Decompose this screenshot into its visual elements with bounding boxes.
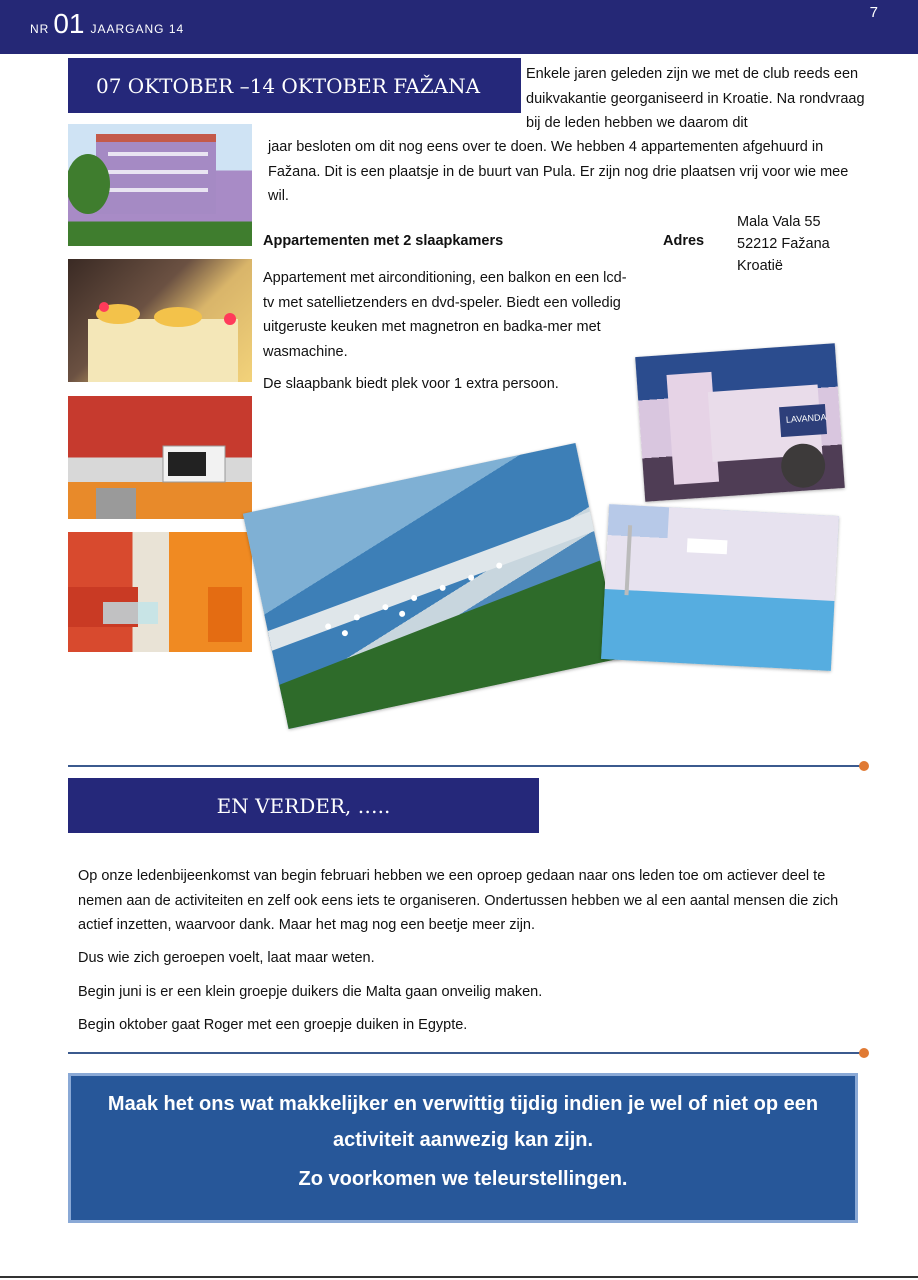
address-line-street: Mala Vala 55 [737, 214, 821, 230]
apartments-heading: Appartementen met 2 slaapkamers [263, 233, 504, 249]
lavanda-hotel-photo [635, 343, 845, 502]
callout-box [68, 1073, 858, 1223]
address-line-city: 52212 Fažana [737, 236, 830, 252]
address-line-country: Kroatië [737, 258, 783, 274]
paragraph-malta: Begin juni is er een klein groepje duikers die Malta gaan onveilig maken. [78, 984, 543, 1000]
intro-text-part2: jaar besloten om dit nog eens over te doen. We hebben 4 appartementen afgehuurd in Fažana. Dit is een plaatsje in de buurt van Pula. Er zijn nog drie plaatsen vrij voor wie mee wil. [268, 139, 849, 204]
issue-number: 01 [53, 8, 85, 39]
callout-line-2: Zo voorkomen we teleurstellingen. [298, 1168, 628, 1190]
harbor-aerial-photo [243, 443, 621, 729]
apartments-description: Appartement met airconditioning, een balkon en een lcd-tv met satellietzenders en dvd-speler. Biedt een volledig uitgeruste keuken met magnetron en badka-mer met wasmachine. [263, 270, 627, 360]
hotel-exterior-photo [68, 124, 252, 246]
pool-photo [601, 504, 839, 671]
issue-label [30, 8, 184, 40]
callout-line-1: Maak het ons wat makkelijker en verwittig tijdig indien je wel of niet op een activiteit aanwezig kan zijn. [107, 1093, 819, 1151]
section-title-fazana: 07 OKTOBER –14 OKTOBER FAŽANA [68, 58, 521, 113]
page-number: 7 [869, 4, 878, 21]
living-room-photo [68, 532, 252, 652]
section-title-en-verder: EN VERDER, ….. [68, 778, 539, 833]
apartments-extra-note: De slaapbank biedt plek voor 1 extra persoon. [263, 376, 559, 392]
divider-dot [859, 1048, 869, 1058]
paragraph-egypte: Begin oktober gaat Roger met een groepje duiken in Egypte. [78, 1017, 468, 1033]
divider-dot [859, 761, 869, 771]
intro-text-part1: Enkele jaren geleden zijn we met de club reeds een duikvakantie georganiseerd in Kroatie. Na rondvraag bij de leden hebben we daarom dit [526, 66, 865, 131]
paragraph-oproep: Op onze ledenbijeenkomst van begin februari hebben we een oproep gedaan naar ons leden toe om actiever deel te nemen aan de activiteiten en zelf ook eens iets te organiseren. Ondertussen hebben we al een aantal mensen die zich actief inzetten, waarvoor dank. Maar het mag nog een beetje meer zijn. [78, 868, 839, 933]
address-label: Adres [663, 233, 705, 249]
kitchen-photo [68, 396, 252, 519]
paragraph-geroepen: Dus wie zich geroepen voelt, laat maar weten. [78, 950, 375, 966]
volume-label: JAARGANG 14 [90, 22, 185, 36]
nr-label: NR [30, 22, 50, 36]
section-divider [68, 1052, 860, 1054]
address-block [737, 211, 830, 277]
page-bottom-border [0, 1276, 918, 1278]
section-divider [68, 765, 860, 767]
lavanda-sign-text: LAVANDA [785, 411, 827, 425]
bedroom-photo [68, 259, 252, 382]
